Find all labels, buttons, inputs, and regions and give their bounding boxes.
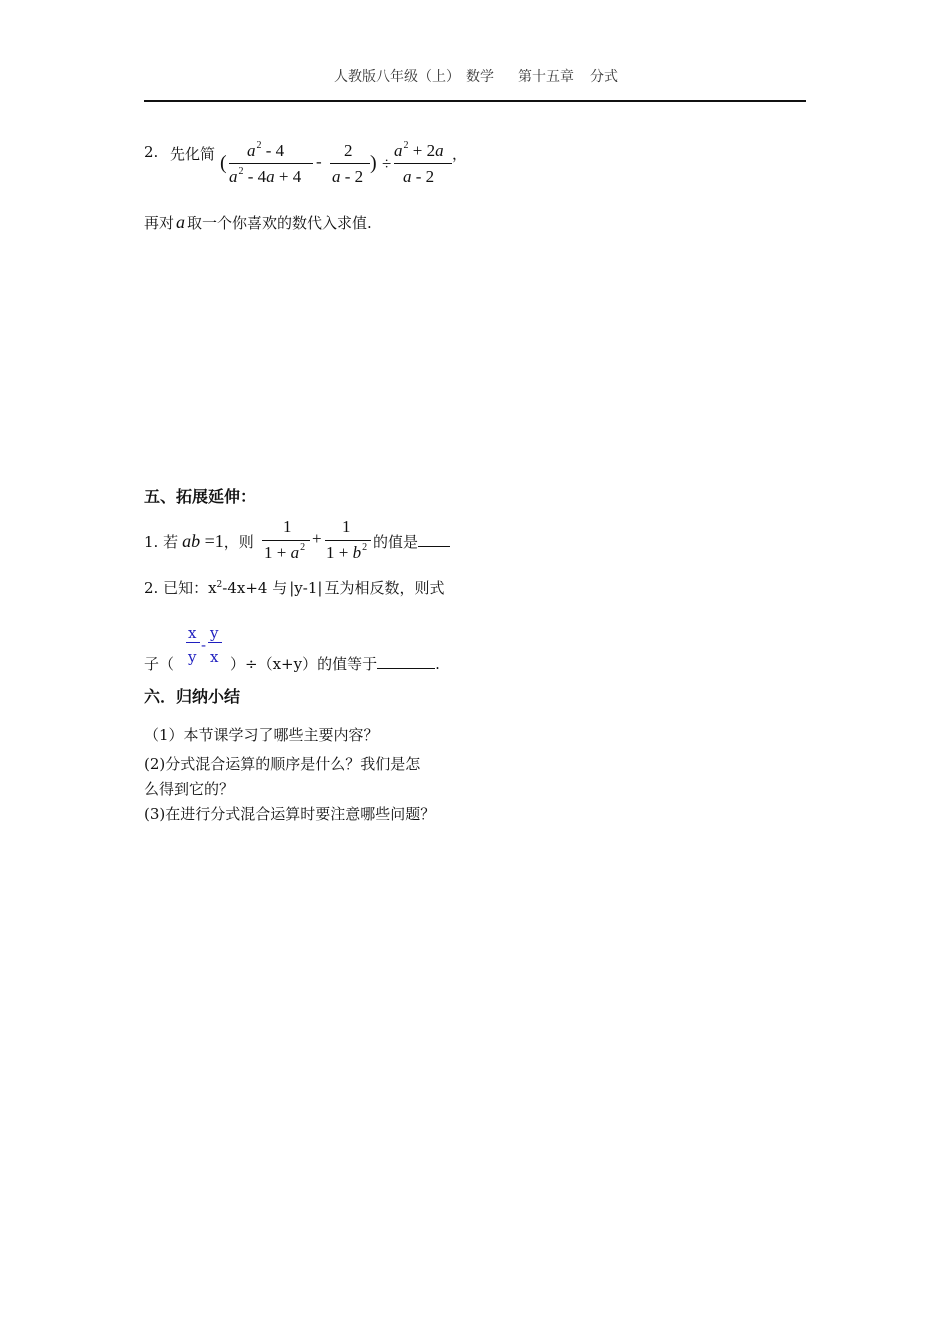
s5q1-fraction-1-denominator: $1 + a^2$ bbox=[264, 542, 306, 562]
summary-item-3: (3)在进行分式混合运算时要注意哪些问题？ bbox=[144, 805, 436, 823]
minus-sign: - bbox=[316, 152, 322, 171]
right-paren: ) bbox=[370, 152, 377, 174]
s5q1-fraction-1-bar bbox=[262, 540, 310, 541]
header-subject: 数学 bbox=[466, 69, 494, 85]
fraction-1-denominator: $a^2 - 4a + 4$ bbox=[229, 166, 302, 186]
s5q2-frac-1-bar bbox=[186, 642, 200, 643]
comma: ， bbox=[452, 145, 468, 163]
fraction-1-bar bbox=[229, 163, 313, 164]
s5q1-fraction-1-numerator: 1 bbox=[283, 517, 292, 536]
s5q1-tail: 的值是 bbox=[373, 531, 450, 552]
s5q2-line-2-tail: ）÷（x+y）的值等于 . bbox=[230, 655, 440, 673]
s5q2-minus: - bbox=[201, 636, 207, 654]
summary-item-2-cont: 么得到它的？ bbox=[144, 780, 235, 798]
s5q2-frac-2-bar bbox=[208, 642, 222, 643]
s5q2-frac-2-den: x bbox=[210, 648, 219, 666]
division-sign: ÷ bbox=[382, 154, 392, 173]
fraction-1-numerator: $a^2 - 4$ bbox=[247, 140, 285, 160]
header-rule bbox=[144, 100, 806, 102]
s5q2-frac-1-den: y bbox=[188, 648, 197, 666]
question-2-instruction: 再对 a 取一个你喜欢的数代入求值. bbox=[144, 212, 372, 232]
fraction-2-bar bbox=[330, 163, 370, 164]
header-topic: 分式 bbox=[590, 69, 618, 85]
section-6-title: 六．归纳小结 bbox=[144, 687, 241, 706]
question-lead: 先化简 bbox=[170, 145, 216, 163]
fraction-3-denominator: a - 2 bbox=[403, 167, 435, 186]
header-chapter: 第十五章 bbox=[518, 69, 574, 85]
s5q1-plus: + bbox=[312, 529, 322, 548]
s5q2-line-1: 2. 已知：$x^2-4x+4$ 与 |y-1| 互为相反数，则式 bbox=[144, 579, 445, 597]
s5q2-frac-1-num: x bbox=[188, 624, 197, 642]
s5q2-line-2-lead: 子（ bbox=[144, 655, 175, 673]
section-5-title: 五、拓展延伸： bbox=[144, 487, 257, 506]
fraction-2-denominator: a - 2 bbox=[332, 167, 364, 186]
s5q1-lead: 1. 若 ab =1，则 bbox=[144, 531, 254, 551]
summary-item-1: （1）本节课学习了哪些主要内容？ bbox=[144, 726, 379, 744]
fraction-3-bar bbox=[394, 163, 452, 164]
header-book: 人教版八年级（上） bbox=[334, 69, 460, 85]
s5q1-fraction-2-bar bbox=[325, 540, 371, 541]
fraction-3-numerator: $a^2 + 2a$ bbox=[394, 140, 444, 160]
answer-blank bbox=[377, 668, 435, 669]
s5q2-frac-2-num: y bbox=[210, 624, 219, 642]
left-paren: ( bbox=[220, 152, 227, 174]
s5q1-fraction-2-numerator: 1 bbox=[342, 517, 351, 536]
s5q1-fraction-2-denominator: $1 + b^2$ bbox=[326, 542, 368, 562]
question-number: 2. bbox=[144, 143, 159, 161]
summary-item-2: (2)分式混合运算的顺序是什么？我们是怎 bbox=[144, 755, 421, 773]
answer-blank bbox=[418, 546, 450, 547]
fraction-2-numerator: 2 bbox=[344, 141, 353, 160]
